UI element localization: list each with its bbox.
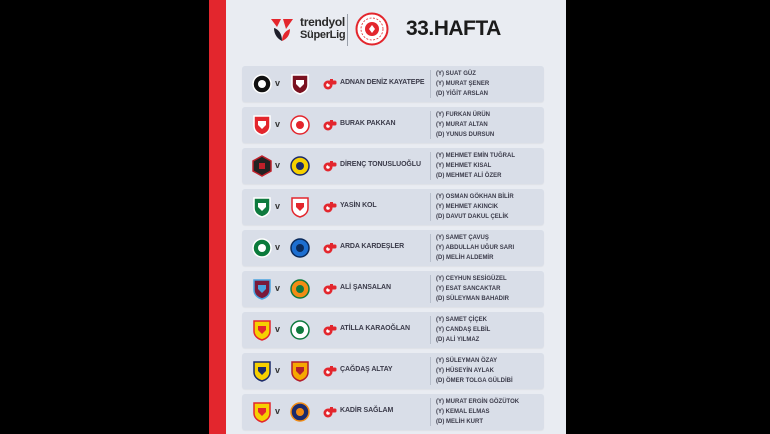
match-card: [242, 230, 544, 266]
away-team-badge: [290, 73, 310, 95]
card-divider: [430, 111, 431, 139]
basaksehir-badge-icon: [290, 401, 310, 423]
card-divider: [430, 70, 431, 98]
home-team-badge: [252, 114, 272, 136]
away-team-badge: [290, 155, 310, 177]
assistant-officials: [436, 151, 542, 181]
official-line: (Y) FURKAN ÜRÜN: [436, 112, 490, 118]
main-referee: ATİLLA KARAOĞLAN: [340, 325, 410, 332]
hatayspor-badge-icon: [290, 73, 310, 95]
referee-committee-seal-icon: [355, 12, 389, 46]
sivasspor-badge-icon: [252, 114, 272, 136]
assistant-officials: [436, 274, 542, 304]
whistle-icon: [322, 365, 337, 377]
official-line: (Y) OSMAN GÖKHAN BİLİR: [436, 194, 514, 200]
official-line: (Y) MEHMET AKINCIK: [436, 204, 499, 210]
official-line: (D) ALİ YILMAZ: [436, 337, 480, 343]
whistle-icon: [322, 406, 337, 418]
match-card: [242, 271, 544, 307]
official-line: (Y) KEMAL ELMAS: [436, 409, 490, 415]
official-line: (D) MEHMET ALİ ÖZER: [436, 173, 502, 179]
brand-name: trendyol: [300, 15, 345, 29]
assistant-officials: [436, 315, 542, 345]
antalyaspor-badge-icon: [290, 114, 310, 136]
official-line: (Y) ESAT SANCAKTAR: [436, 286, 501, 292]
official-line: (D) DAVUT DAKUL ÇELİK: [436, 214, 509, 220]
away-team-badge: [290, 237, 310, 259]
galatasaray-badge-icon: [290, 360, 310, 382]
giresunspor-badge-icon: [252, 196, 272, 218]
away-team-badge: [290, 319, 310, 341]
whistle-icon: [322, 324, 337, 336]
samsunspor-badge-icon: [290, 196, 310, 218]
assistant-officials: [436, 110, 542, 140]
match-card: [242, 394, 544, 430]
versus-label: v: [275, 283, 281, 293]
assistant-officials: [436, 192, 542, 222]
fenerbahce-badge-icon: [290, 155, 310, 177]
whistle-icon: [322, 242, 337, 254]
trabzonspor-badge-icon: [252, 278, 272, 300]
home-team-badge: [252, 73, 272, 95]
card-divider: [430, 193, 431, 221]
league-name: SüperLig: [300, 29, 346, 41]
versus-label: v: [275, 242, 281, 252]
ankaragucu-badge-icon: [252, 360, 272, 382]
versus-label: v: [275, 160, 281, 170]
accent-bar: [209, 0, 226, 434]
home-team-badge: [252, 401, 272, 423]
card-divider: [430, 398, 431, 426]
alanyaspor-badge-icon: [290, 278, 310, 300]
official-line: (D) YUNUS DURSUN: [436, 132, 495, 138]
away-team-badge: [290, 401, 310, 423]
rizespor-badge-icon: [290, 319, 310, 341]
main-referee: ALİ ŞANSALAN: [340, 284, 391, 291]
card-divider: [430, 234, 431, 262]
assistant-officials: [436, 233, 542, 263]
main-referee: ÇAĞDAŞ ALTAY: [340, 366, 393, 373]
match-card: [242, 148, 544, 184]
match-card: [242, 189, 544, 225]
versus-label: v: [275, 406, 281, 416]
match-card: [242, 353, 544, 389]
card-divider: [430, 316, 431, 344]
main-referee: ARDA KARDEŞLER: [340, 243, 405, 250]
home-team-badge: [252, 237, 272, 259]
official-line: (Y) MEHMET KISAL: [436, 163, 492, 169]
official-line: (D) YİĞİT ARSLAN: [436, 91, 488, 97]
match-card: [242, 66, 544, 102]
whistle-icon: [322, 160, 337, 172]
whistle-icon: [322, 283, 337, 295]
official-line: (Y) MURAT ALTAN: [436, 122, 488, 128]
official-line: (D) MELİH KURT: [436, 419, 483, 425]
poster-header: [226, 0, 566, 60]
assistant-officials: [436, 397, 542, 427]
week-title: 33.HAFTA: [406, 17, 501, 40]
official-line: (Y) ABDULLAH UĞUR SARI: [436, 245, 515, 251]
card-divider: [430, 275, 431, 303]
official-line: (Y) SAMET ÇİÇEK: [436, 317, 487, 323]
versus-label: v: [275, 365, 281, 375]
official-line: (D) ÖMER TOLGA GÜLDİBİ: [436, 378, 513, 384]
header-divider: [347, 14, 348, 46]
official-line: (Y) MURAT ŞENER: [436, 81, 490, 87]
versus-label: v: [275, 201, 281, 211]
official-line: (D) MELİH ALDEMİR: [436, 255, 494, 261]
official-line: (Y) HÜSEYİN AYLAK: [436, 368, 494, 374]
main-referee: ADNAN DENİZ KAYATEPE: [340, 79, 425, 86]
card-divider: [430, 152, 431, 180]
whistle-icon: [322, 78, 337, 90]
away-team-badge: [290, 360, 310, 382]
away-team-badge: [290, 114, 310, 136]
official-line: (D) SÜLEYMAN BAHADIR: [436, 296, 509, 302]
main-referee: KADİR SAĞLAM: [340, 407, 394, 414]
versus-label: v: [275, 78, 281, 88]
konyaspor-badge-icon: [252, 237, 272, 259]
official-line: (Y) MEHMET EMİN TUĞRAL: [436, 153, 515, 159]
home-team-badge: [252, 319, 272, 341]
versus-label: v: [275, 119, 281, 129]
trendyol-logo-icon: [268, 15, 296, 45]
goztepe-badge-icon: [252, 401, 272, 423]
whistle-icon: [322, 201, 337, 213]
home-team-badge: [252, 360, 272, 382]
assistant-officials: [436, 356, 542, 386]
assistant-officials: [436, 69, 542, 99]
gaziantep-badge-icon: [252, 155, 272, 177]
official-line: (Y) SAMET ÇAVUŞ: [436, 235, 489, 241]
official-line: (Y) SÜLEYMAN ÖZAY: [436, 358, 498, 364]
main-referee: DİRENÇ TONUSLUOĞLU: [340, 161, 421, 168]
official-line: (Y) CANDAŞ ELBİL: [436, 327, 491, 333]
official-line: (Y) MURAT ERGİN GÖZÜTOK: [436, 399, 520, 405]
main-referee: BURAK PAKKAN: [340, 120, 396, 127]
official-line: (Y) CEYHUN SESİGÜZEL: [436, 276, 507, 282]
besiktas-badge-icon: [252, 73, 272, 95]
match-card: [242, 107, 544, 143]
away-team-badge: [290, 196, 310, 218]
whistle-icon: [322, 119, 337, 131]
home-team-badge: [252, 155, 272, 177]
home-team-badge: [252, 278, 272, 300]
kayserispor-badge-icon: [252, 319, 272, 341]
official-line: (Y) SUAT GÜZ: [436, 71, 476, 77]
match-card: [242, 312, 544, 348]
home-team-badge: [252, 196, 272, 218]
away-team-badge: [290, 278, 310, 300]
adana-demirspor-badge-icon: [290, 237, 310, 259]
main-referee: YASİN KOL: [340, 202, 377, 209]
versus-label: v: [275, 324, 281, 334]
card-divider: [430, 357, 431, 385]
